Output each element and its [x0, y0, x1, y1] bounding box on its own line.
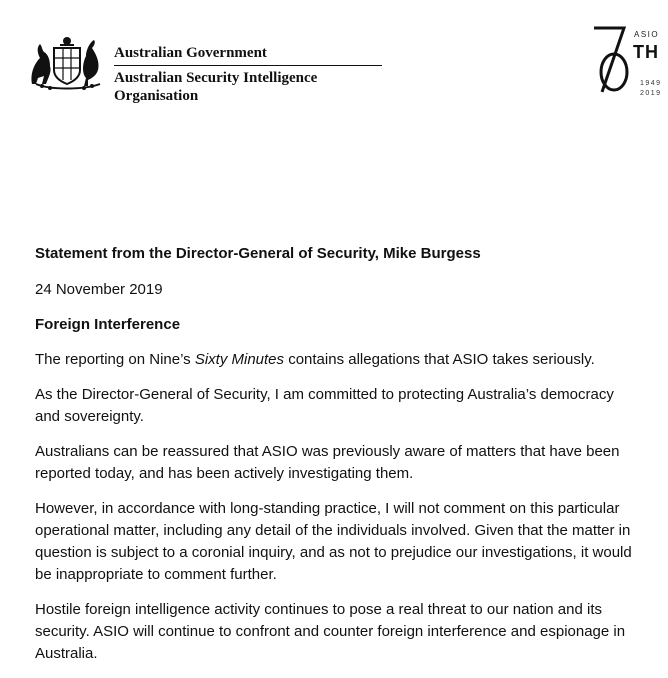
asio-70th-logo [590, 26, 668, 98]
statement-body [35, 243, 635, 678]
government-name: Australian Government [114, 45, 267, 61]
statement-date: 24 November 2019 [35, 281, 163, 298]
paragraph-1-text-b: contains allegations that ASIO takes seriously. [284, 351, 595, 368]
asio-70-suffix: TH [633, 42, 659, 62]
paragraph-3: Australians can be reassured that ASIO was previously aware of matters that have been reported today, and has been actively investigating them. [35, 443, 620, 482]
organisation-name: Australian Security Intelligence Organisation [114, 70, 318, 104]
asio-70-year-start: 1949 [640, 80, 662, 87]
asio-70-org-label: ASIO [634, 30, 660, 39]
paragraph-1 [35, 349, 635, 371]
government-header [114, 44, 384, 105]
statement-subheading: Foreign Interference [35, 316, 181, 333]
paragraph-4: However, in accordance with long-standing practice, I will not comment on this particular operational matter, including any detail of the individuals involved. Given that the matter in question is subject to a coronial inquiry, and as not to prejudice our investigations, it would be inappropriate to comment further. [35, 500, 632, 583]
paragraph-5: Hostile foreign intelligence activity continues to pose a real threat to our nation and its security. ASIO will continue to confront and counter foreign interference and espionage in Australia. [35, 601, 626, 662]
seventy-numeral-icon [590, 26, 638, 96]
asio-70-year-end: 2019 [640, 90, 662, 97]
paragraph-2: As the Director-General of Security, I am committed to protecting Australia’s democracy and sovereignty. [35, 386, 614, 425]
coat-of-arms-logo [26, 34, 108, 90]
statement-title: Statement from the Director-General of Security, Mike Burgess [35, 245, 481, 262]
header-divider [114, 65, 382, 66]
paragraph-1-program-name: Sixty Minutes [194, 351, 285, 368]
paragraph-1-text-a: The reporting on Nine’s [35, 351, 195, 368]
